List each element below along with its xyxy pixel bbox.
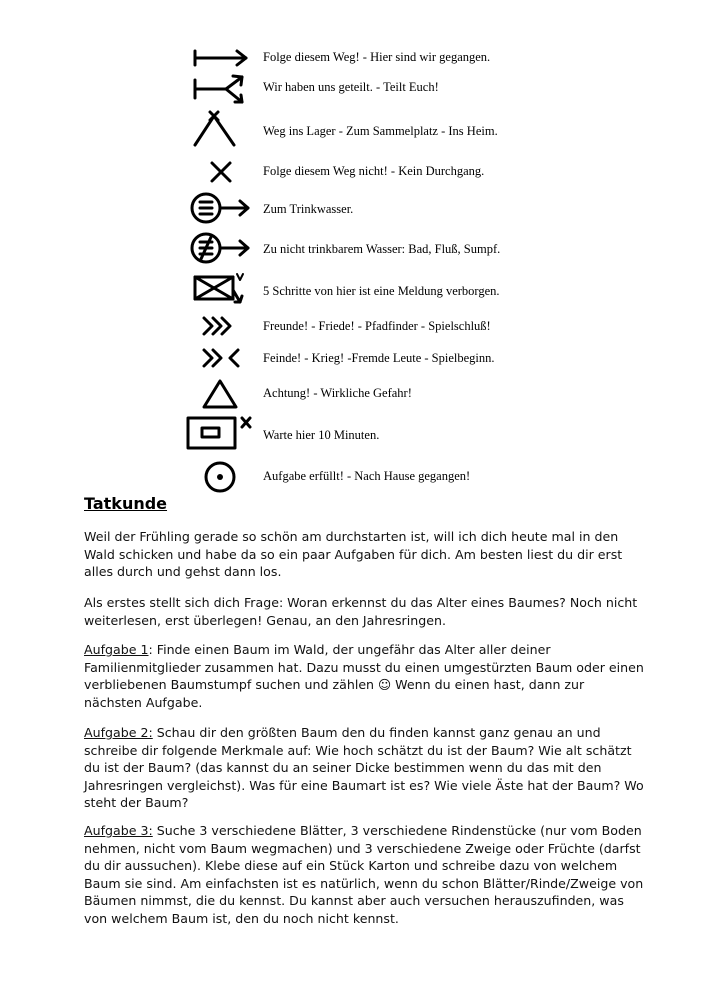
sign-label: Achtung! - Wirkliche Gefahr! [263,386,412,400]
sign-label: Freunde! - Friede! - Pfadfinder - Spielschluß! [263,319,491,333]
sign-label: Weg ins Lager - Zum Sammelplatz - Ins Heim. [263,124,498,138]
task-1-label: Aufgabe 1 [84,642,149,657]
sign-label: Aufgabe erfüllt! - Nach Hause gegangen! [263,469,471,483]
task-2-text: Schau dir den größten Baum den du finden kannst ganz genau an und schreibe dir folgende Merkmale auf: Wie hoch schätzt du ist der Baum? Wie alt schätzt du ist der Baum? (das kannst du an seiner Dicke bestimmen wenn du das mit den Jahresringen vergleichst). Was für eine Baumart ist es? Wie viele Äste hat der Baum? Wo steht der Baum? [84,725,644,811]
intro-paragraph: Weil der Frühling gerade so schön am durchstarten ist, will ich dich heute mal in den Wald schicken und habe da so ein paar Aufgaben für dich. Am besten liest du dir erst alles durch und gehst dann los. [84,529,623,580]
task-3-text: Suche 3 verschiedene Blätter, 3 verschiedene Rindenstücke (nur vom Boden nehmen, nicht vom Baum wegmachen) und 3 verschiedene Zweige oder Früchte (darfst du dir aussuchen). Klebe diese auf ein Stück Karton und schreibe dazu von welchem Baum sie sind. Am einfachsten ist es natürlich, wenn du schon Blätter/Rinde/Zweige von Bäumen nimmst, die du kennst. Du kannst aber auch versuchen herauszufinden, was von welchem Baum ist, den du noch nicht kennst. [84,823,644,926]
task-3-paragraph [84,822,644,928]
sign-row [180,230,600,260]
sign-row [180,460,600,490]
task-1-label-colon: : [148,642,153,657]
sign-label: Zum Trinkwasser. [263,202,354,216]
hidden-message-icon [180,272,260,312]
sign-row [180,112,600,142]
circle-dot-icon [180,460,260,500]
sign-label: Folge diesem Weg! - Hier sind wir gegangen. [263,50,491,64]
sign-label: Feinde! - Krieg! -Fremde Leute - Spielbeginn. [263,351,495,365]
sign-label: 5 Schritte von hier ist eine Meldung verborgen. [263,284,500,298]
sign-row [180,346,600,376]
sign-label: Folge diesem Weg nicht! - Kein Durchgang. [263,164,485,178]
task-3-label: Aufgabe 3: [84,823,153,838]
tent-icon [180,112,260,152]
wait-box-icon [180,414,260,454]
sign-row [180,314,600,344]
task-2-label: Aufgabe 2: [84,725,153,740]
non-drinking-water-icon [180,230,260,270]
sign-row [180,378,600,408]
sign-label: Zu nicht trinkbarem Wasser: Bad, Fluß, Sumpf. [263,242,501,256]
danger-triangle-icon [180,378,260,418]
sign-row [180,48,600,78]
sign-row [180,272,600,302]
task-1-text: Finde einen Baum im Wald, der ungefähr das Alter aller deiner Familienmitglieder zusammen hat. Dazu musst du einen umgestürzten Baum oder einen verbliebenen Baumstumpf suchen und zählen ☺ Wenn du einen hast, dann zur nächsten Aufgabe. [84,642,644,710]
sign-row [180,414,600,444]
question-paragraph: Als erstes stellt sich dich Frage: Woran erkennst du das Alter eines Baumes? Noch nicht weiterlesen, erst überlegen! Genau, an den Jahresringen. [84,595,638,628]
drinking-water-icon [180,190,260,230]
sign-label: Warte hier 10 Minuten. [263,428,380,442]
sign-row [180,158,600,188]
page-title: Tatkunde [84,494,168,513]
task-2-paragraph [84,724,644,812]
sign-row [180,190,600,220]
sign-label: Wir haben uns geteilt. - Teilt Euch! [263,80,439,94]
sign-row [180,78,600,108]
task-1-paragraph [84,641,644,711]
